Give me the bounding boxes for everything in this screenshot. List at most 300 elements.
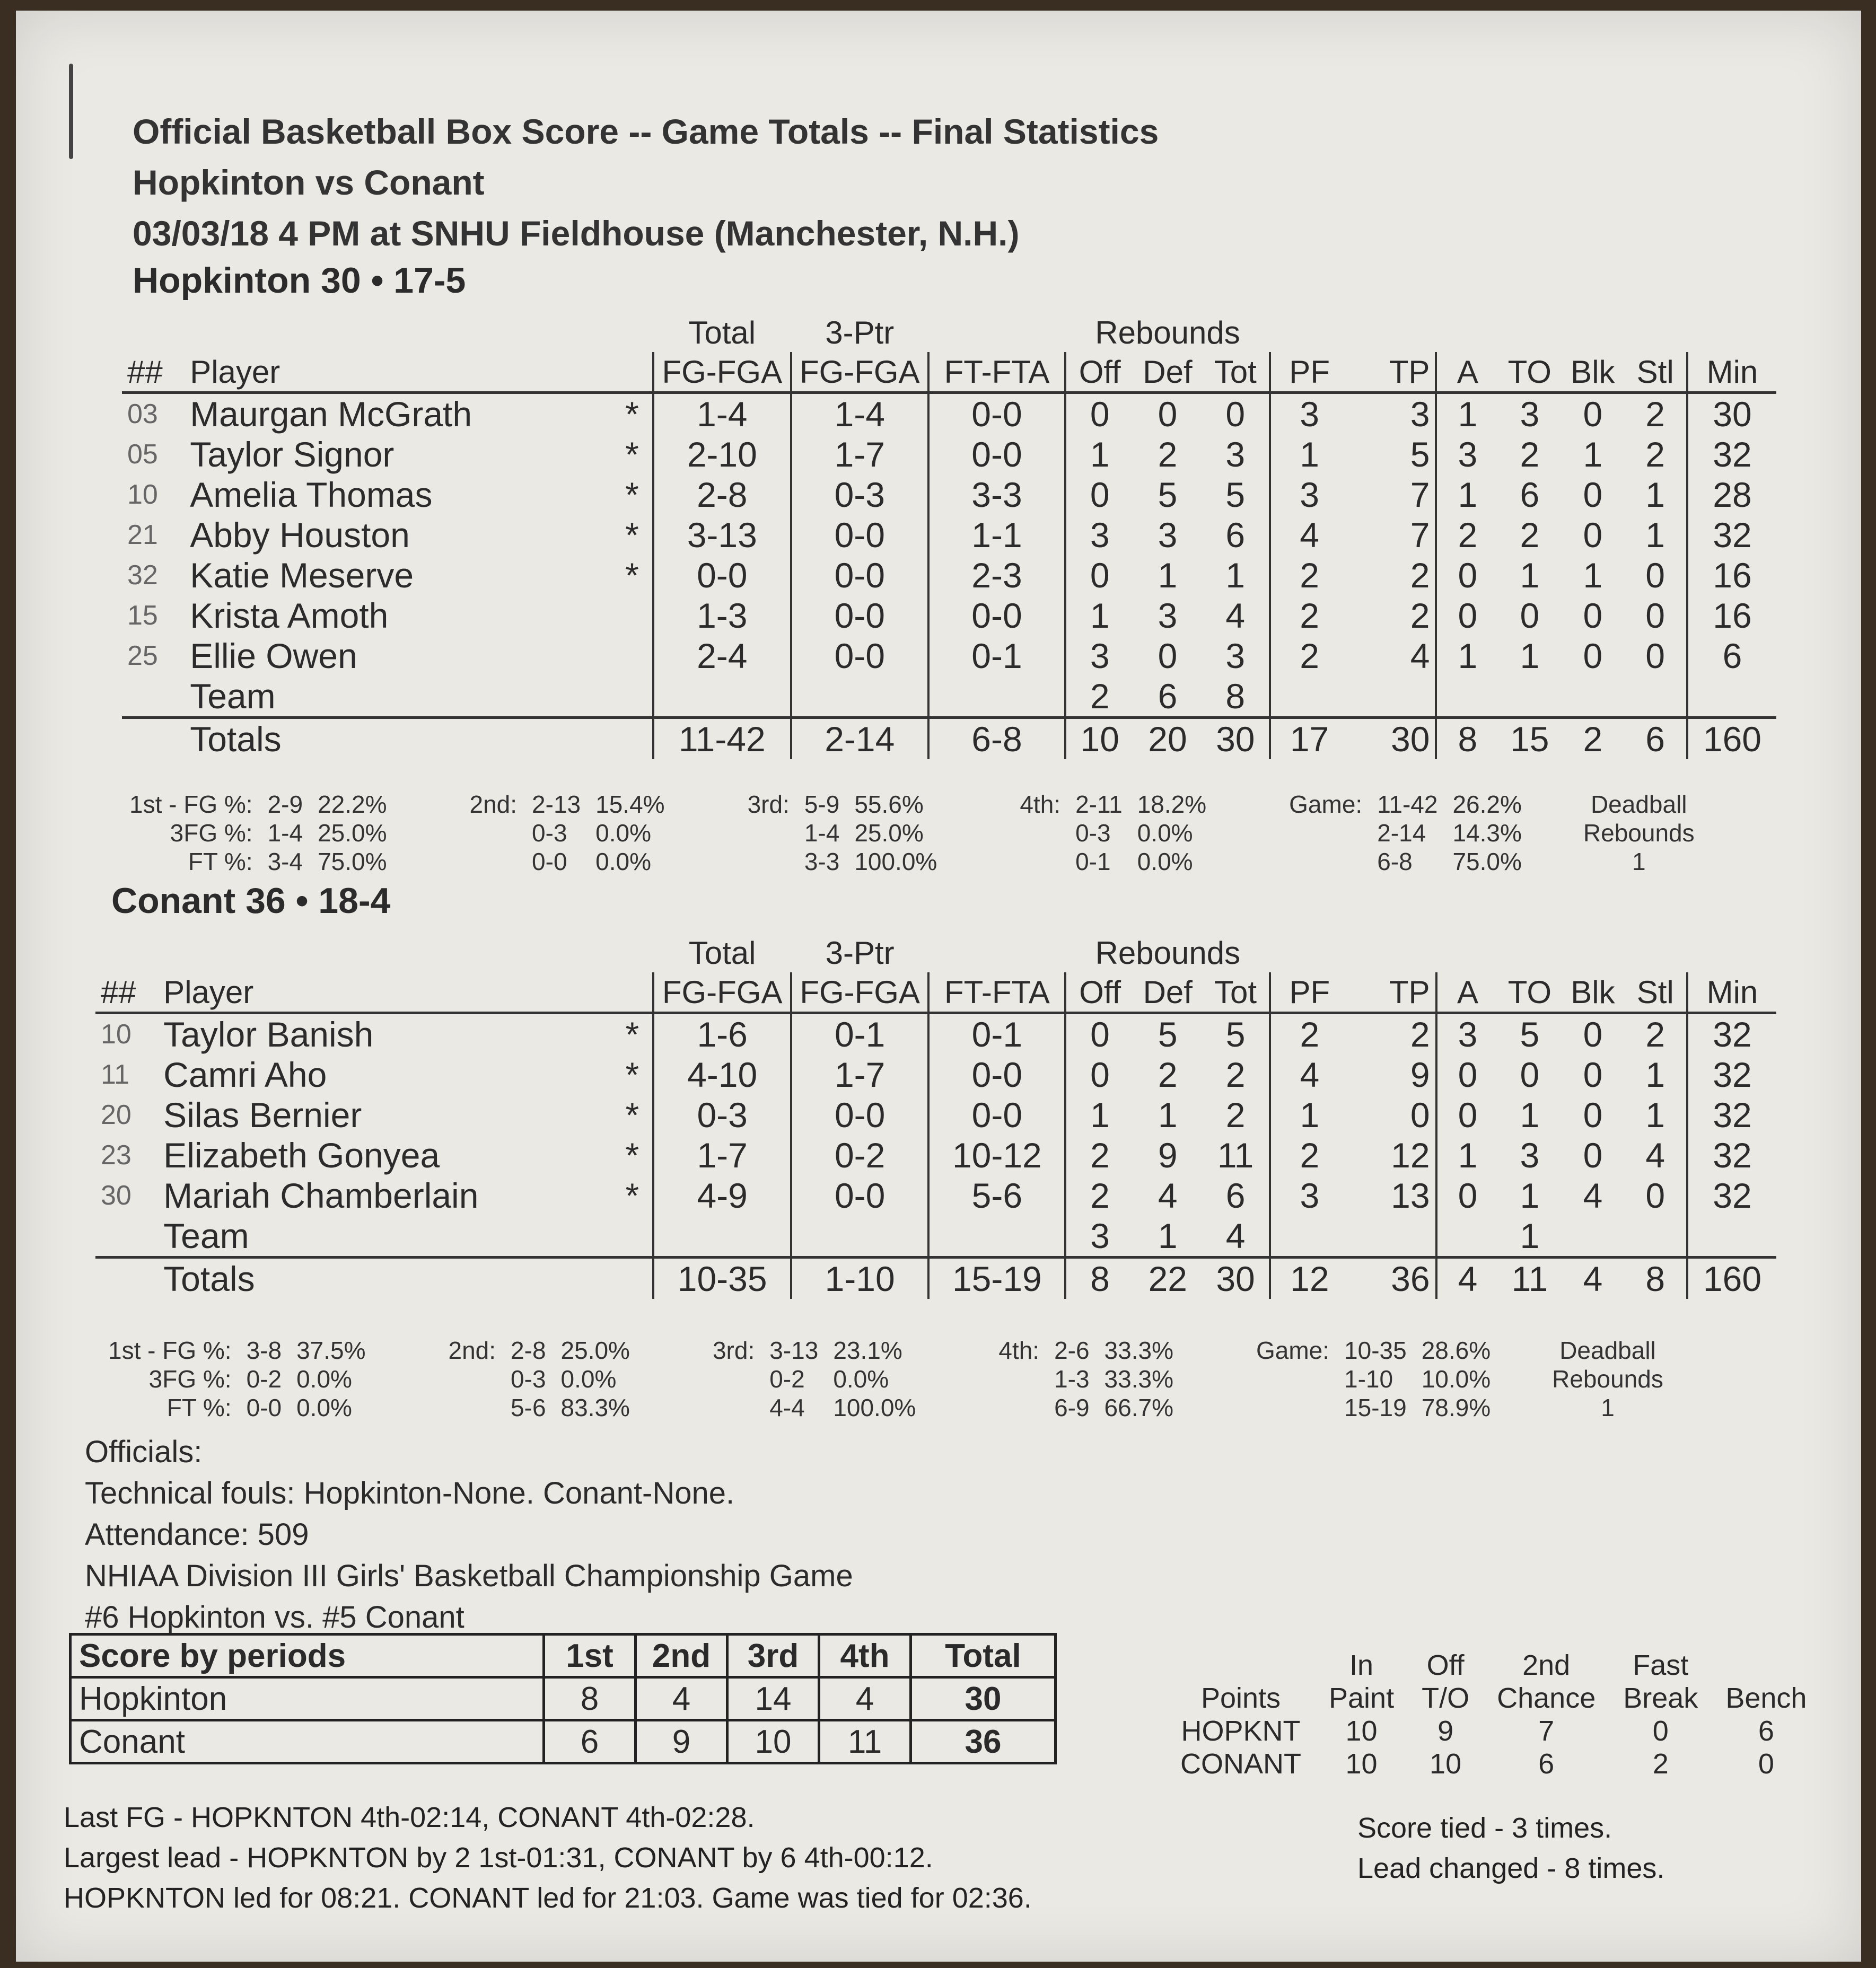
- total-a: 8: [1436, 718, 1498, 760]
- stat-ft: 0-0: [928, 434, 1065, 475]
- stat-min: 16: [1687, 555, 1776, 595]
- q4-ft-pct: 0.0%: [1137, 848, 1193, 875]
- spacer: [612, 718, 653, 760]
- stat-fg: 1-3: [653, 595, 791, 636]
- conant-box-table: [95, 933, 1776, 1299]
- team-stat-min: [1687, 1216, 1776, 1258]
- periods-total: 36: [911, 1720, 1056, 1763]
- team-row: [122, 676, 1776, 718]
- tie-summary: [1357, 1808, 1664, 1888]
- team-stat-stl: [1624, 1216, 1687, 1258]
- stat-off: 1: [1065, 434, 1133, 475]
- stat-tot: 6: [1225, 515, 1246, 555]
- stat-fg: 3-13: [653, 515, 791, 555]
- team-stat-fg3: [791, 676, 928, 718]
- pts-head: Break: [1623, 1682, 1698, 1714]
- stat-a: 0: [1436, 595, 1498, 636]
- q3-3fg-pct: 25.0%: [854, 819, 924, 847]
- q4-ft: 0-1: [1075, 848, 1111, 875]
- q4-label: 4th:: [1020, 790, 1061, 818]
- stat-def: 1: [1158, 556, 1178, 595]
- q1-ft-label: FT %:: [188, 848, 253, 875]
- pts-head: Bench: [1725, 1682, 1807, 1714]
- stat-ft: 5-6: [928, 1175, 1065, 1216]
- col-group-rebounds: Rebounds: [1095, 935, 1241, 971]
- stat-blk: 0: [1583, 636, 1603, 675]
- total-a: 4: [1436, 1258, 1498, 1299]
- stat-def: 5: [1158, 1015, 1178, 1054]
- total-off: 10: [1065, 718, 1133, 760]
- col-fg3: FG-FGA: [791, 972, 928, 1013]
- stat-a: 3: [1436, 1013, 1498, 1055]
- deadball-label: Deadball: [1559, 1337, 1656, 1364]
- stat-to: 1: [1520, 636, 1540, 675]
- jersey-number: 30: [101, 1180, 132, 1211]
- starter-mark: *: [625, 1015, 639, 1054]
- player-name: Abby Houston: [190, 515, 410, 555]
- stat-a: 1: [1436, 393, 1498, 435]
- stat-tp: 5: [1410, 435, 1430, 474]
- player-name: Taylor Signor: [190, 435, 395, 474]
- stat-off: 0: [1065, 1013, 1133, 1055]
- stat-fg3: 0-0: [791, 636, 928, 676]
- col-group-3ptr: 3-Ptr: [825, 314, 895, 350]
- stat-off: 1: [1065, 595, 1133, 636]
- col-group-total: Total: [688, 314, 756, 350]
- q1-3fg-label: 3FG %:: [170, 819, 253, 847]
- player-row: [122, 595, 1776, 636]
- total-pf: 12: [1270, 1258, 1348, 1299]
- stat-def: 0: [1158, 394, 1178, 434]
- team-stat-a: [1436, 1216, 1498, 1258]
- stat-fg: 4-10: [653, 1055, 791, 1095]
- q3-fg: 3-13: [769, 1337, 819, 1364]
- conant-quarter-stats: [101, 1336, 1671, 1422]
- spacer: [122, 718, 185, 760]
- q1-3fg: 0-2: [246, 1365, 282, 1393]
- stat-pf: 2: [1270, 555, 1348, 595]
- stat-fg3: 0-1: [791, 1013, 928, 1055]
- stat-stl: 2: [1645, 435, 1665, 474]
- team-stat-tot: 8: [1225, 676, 1246, 716]
- col-min: Min: [1687, 352, 1776, 393]
- seeds-line: #6 Hopkinton vs. #5 Conant: [85, 1600, 464, 1635]
- team-row: [95, 1216, 1776, 1258]
- q1-ft-pct: 75.0%: [318, 848, 387, 875]
- stat-fg: 4-9: [653, 1175, 791, 1216]
- col-group-total: Total: [688, 935, 756, 971]
- stat-stl: 0: [1645, 1176, 1665, 1215]
- player-row: [95, 1095, 1776, 1135]
- starter-mark: *: [625, 475, 639, 514]
- team-stat-def: 1: [1158, 1216, 1178, 1255]
- stat-stl: 0: [1645, 556, 1665, 595]
- pts-row-hopknt: [1167, 1715, 1820, 1747]
- col-pf: PF: [1270, 352, 1348, 393]
- spacer: [95, 1258, 158, 1299]
- stat-ft: 0-0: [928, 1055, 1065, 1095]
- stat-off: 0: [1065, 555, 1133, 595]
- q3-ft-pct: 100.0%: [833, 1394, 916, 1421]
- q1-3fg-pct: 25.0%: [318, 819, 387, 847]
- stat-tot: 5: [1225, 475, 1246, 514]
- team-stat-to: 1: [1520, 1216, 1540, 1255]
- stat-def: 0: [1158, 636, 1178, 675]
- q4-3fg: 1-3: [1054, 1365, 1090, 1393]
- pts-head: [1712, 1649, 1820, 1682]
- col-def: Def: [1143, 974, 1193, 1010]
- stat-tot: 3: [1225, 636, 1246, 675]
- stat-to: 6: [1520, 475, 1540, 514]
- starter-mark: [612, 595, 653, 636]
- stat-off: 0: [1065, 393, 1133, 435]
- q2-label: 2nd:: [448, 1337, 496, 1364]
- q4-ft: 6-9: [1054, 1394, 1090, 1421]
- pts-team: CONANT: [1180, 1748, 1301, 1780]
- jersey-number: 05: [127, 439, 158, 470]
- stat-def: 3: [1158, 515, 1178, 555]
- stat-min: 6: [1687, 636, 1776, 676]
- lead-summary: [64, 1797, 1032, 1918]
- jersey-number: 10: [127, 479, 158, 510]
- stat-fg: 0-0: [653, 555, 791, 595]
- team-stat-blk: [1561, 676, 1624, 718]
- player-name: Camri Aho: [163, 1055, 327, 1094]
- stat-pf: 3: [1270, 475, 1348, 515]
- periods-header-total: Total: [911, 1635, 1056, 1677]
- team-label: Team: [190, 676, 276, 716]
- stat-stl: 2: [1645, 394, 1665, 434]
- pts-row-conant: [1167, 1747, 1820, 1780]
- player-row: [95, 1175, 1776, 1216]
- q1-fg: 3-8: [246, 1337, 282, 1364]
- stat-tot: 6: [1225, 1176, 1246, 1215]
- col-player: Player: [163, 974, 254, 1010]
- team-stat-pf: [1270, 1216, 1348, 1258]
- q2-ft: 0-0: [532, 848, 567, 875]
- col-stl: Stl: [1636, 354, 1674, 390]
- col-fg: FG-FGA: [653, 972, 791, 1013]
- periods-score: 4: [636, 1677, 727, 1720]
- game-ft: 15-19: [1344, 1394, 1407, 1421]
- game-fg: 10-35: [1344, 1337, 1407, 1364]
- col-to: TO: [1507, 974, 1552, 1010]
- stat-fg3: 0-3: [791, 475, 928, 515]
- total-blk: 4: [1583, 1259, 1603, 1298]
- col-tp: TP: [1389, 354, 1430, 390]
- largest-lead-line: Largest lead - HOPKNTON by 2 1st-01:31, CONANT by 6 4th-00:12.: [64, 1842, 933, 1874]
- document-header: [133, 106, 1159, 259]
- q3-3fg: 0-2: [769, 1365, 805, 1393]
- pts-value: 7: [1538, 1715, 1555, 1747]
- totals-label: Totals: [190, 719, 282, 759]
- starter-mark: *: [625, 1176, 639, 1215]
- col-stl: Stl: [1636, 974, 1674, 1010]
- stat-tot: 5: [1225, 1015, 1246, 1054]
- stat-stl: 0: [1645, 596, 1665, 635]
- stat-blk: 1: [1583, 556, 1603, 595]
- total-stl: 8: [1645, 1259, 1665, 1298]
- q2-3fg-pct: 0.0%: [560, 1365, 617, 1393]
- player-name: Maurgan McGrath: [190, 394, 472, 434]
- col-ft: FT-FTA: [928, 352, 1065, 393]
- starter-mark: *: [625, 1055, 639, 1094]
- stat-fg3: 1-4: [791, 393, 928, 435]
- team-stat-fg: [653, 1216, 791, 1258]
- total-ft: 15-19: [928, 1258, 1065, 1299]
- player-name: Katie Meserve: [190, 556, 414, 595]
- stat-min: 32: [1687, 515, 1776, 555]
- col-tp: TP: [1389, 974, 1430, 1010]
- team-stat-to: [1498, 676, 1561, 718]
- stat-pf: 2: [1270, 595, 1348, 636]
- player-name: Taylor Banish: [163, 1015, 374, 1054]
- total-min: 160: [1687, 718, 1776, 760]
- stat-off: 3: [1065, 515, 1133, 555]
- team-stat-blk: [1561, 1216, 1624, 1258]
- jersey-number: 03: [127, 399, 158, 429]
- stat-a: 2: [1436, 515, 1498, 555]
- team-label: Team: [163, 1216, 249, 1255]
- player-row: [95, 1135, 1776, 1175]
- col-group-3ptr: 3-Ptr: [825, 935, 895, 971]
- stat-pf: 2: [1270, 1013, 1348, 1055]
- stat-ft: 10-12: [928, 1135, 1065, 1175]
- totals-label: Totals: [163, 1259, 255, 1298]
- stat-min: 32: [1687, 1175, 1776, 1216]
- header-title: Official Basketball Box Score -- Game Totals -- Final Statistics: [133, 112, 1159, 151]
- stat-off: 0: [1065, 475, 1133, 515]
- pts-team: HOPKNT: [1181, 1715, 1301, 1747]
- periods-team-name: Hopkinton: [71, 1677, 544, 1720]
- stat-def: 2: [1158, 1055, 1178, 1094]
- player-name: Mariah Chamberlain: [163, 1176, 479, 1215]
- q3-fg-pct: 23.1%: [833, 1337, 902, 1364]
- player-name: Silas Bernier: [163, 1095, 362, 1135]
- stat-blk: 0: [1583, 596, 1603, 635]
- stat-to: 3: [1520, 1136, 1540, 1175]
- event-line: NHIAA Division III Girls' Basketball Championship Game: [85, 1559, 853, 1593]
- stat-def: 3: [1158, 596, 1178, 635]
- stat-a: 1: [1436, 1135, 1498, 1175]
- deadball-rebounds-label: Rebounds: [1583, 819, 1695, 847]
- lead-changed-line: Lead changed - 8 times.: [1357, 1852, 1665, 1884]
- stat-tp: 2: [1410, 596, 1430, 635]
- jersey-number: 20: [101, 1100, 132, 1130]
- pts-value: 10: [1430, 1748, 1462, 1780]
- stat-tp: 2: [1410, 1015, 1430, 1054]
- player-row: [122, 434, 1776, 475]
- periods-score: 11: [819, 1720, 911, 1763]
- stat-min: 32: [1687, 1135, 1776, 1175]
- totals-row: [122, 718, 1776, 760]
- stat-tp: 3: [1410, 394, 1430, 434]
- stat-a: 0: [1436, 1175, 1498, 1216]
- stat-blk: 0: [1583, 1095, 1603, 1135]
- q1-ft-pct: 0.0%: [296, 1394, 352, 1421]
- stat-pf: 3: [1270, 1175, 1348, 1216]
- q1-3fg: 1-4: [267, 819, 303, 847]
- q3-fg: 5-9: [804, 790, 840, 818]
- stat-blk: 0: [1583, 1055, 1603, 1094]
- player-name: Amelia Thomas: [190, 475, 433, 514]
- stat-fg: 0-3: [653, 1095, 791, 1135]
- stat-tot: 4: [1225, 596, 1246, 635]
- periods-row-conant: [71, 1720, 1056, 1763]
- stat-tp: 9: [1410, 1055, 1430, 1094]
- stat-a: 0: [1436, 1095, 1498, 1135]
- stat-def: 1: [1158, 1095, 1178, 1135]
- player-row: [95, 1013, 1776, 1055]
- q2-fg-pct: 15.4%: [595, 790, 665, 818]
- total-tot: 30: [1216, 719, 1255, 759]
- game-fg-pct: 28.6%: [1421, 1337, 1491, 1364]
- q2-3fg-pct: 0.0%: [595, 819, 651, 847]
- game-ft-pct: 78.9%: [1421, 1394, 1491, 1421]
- officials-line: Officials:: [85, 1435, 203, 1469]
- stat-tp: 0: [1410, 1095, 1430, 1135]
- stat-to: 1: [1520, 556, 1540, 595]
- stat-a: 0: [1436, 555, 1498, 595]
- q3-label: 3rd:: [712, 1337, 755, 1364]
- team-stat-fg: [653, 676, 791, 718]
- q4-fg-pct: 33.3%: [1104, 1337, 1173, 1364]
- col-a: A: [1436, 972, 1498, 1013]
- stat-off: 2: [1065, 1175, 1133, 1216]
- hopkinton-quarter-stats: [122, 790, 1702, 876]
- stat-stl: 1: [1645, 515, 1665, 555]
- stat-off: 0: [1065, 1055, 1133, 1095]
- stat-tp: 13: [1391, 1176, 1430, 1215]
- stat-to: 1: [1520, 1176, 1540, 1215]
- q2-label: 2nd:: [469, 790, 518, 818]
- stat-off: 3: [1065, 636, 1133, 676]
- stat-ft: 0-0: [928, 595, 1065, 636]
- pts-head: [1167, 1649, 1315, 1682]
- game-3fg-pct: 10.0%: [1421, 1365, 1491, 1393]
- jersey-number: 10: [101, 1019, 132, 1050]
- stat-to: 3: [1520, 394, 1540, 434]
- q1-ft: 0-0: [246, 1394, 282, 1421]
- stat-a: 3: [1436, 434, 1498, 475]
- stat-min: 32: [1687, 434, 1776, 475]
- game-3fg-pct: 14.3%: [1452, 819, 1522, 847]
- q1-fg-pct: 22.2%: [318, 790, 387, 818]
- pts-head: Chance: [1497, 1682, 1596, 1714]
- periods-total: 30: [911, 1677, 1056, 1720]
- pts-head: Points: [1200, 1682, 1281, 1714]
- periods-score: 4: [819, 1677, 911, 1720]
- q2-ft-pct: 0.0%: [595, 848, 651, 875]
- stat-min: 28: [1687, 475, 1776, 515]
- stat-pf: 2: [1270, 636, 1348, 676]
- game-3fg: 2-14: [1377, 819, 1426, 847]
- stat-tp: 12: [1391, 1136, 1430, 1175]
- stat-fg: 1-6: [653, 1013, 791, 1055]
- q3-3fg: 1-4: [804, 819, 840, 847]
- q4-fg: 2-11: [1075, 790, 1123, 818]
- q1-label: 1st - FG %:: [108, 1337, 232, 1364]
- starter-mark: *: [625, 515, 639, 555]
- stat-fg3: 1-7: [791, 1055, 928, 1095]
- stat-fg: 2-4: [653, 636, 791, 676]
- q3-ft-pct: 100.0%: [854, 848, 937, 875]
- stat-to: 2: [1520, 435, 1540, 474]
- team-stat-def: 6: [1158, 676, 1178, 716]
- periods-score: 9: [636, 1720, 727, 1763]
- player-row: [122, 555, 1776, 595]
- deadball-rebounds-label: Rebounds: [1552, 1365, 1663, 1393]
- q2-fg: 2-8: [511, 1337, 546, 1364]
- periods-score: 8: [544, 1677, 636, 1720]
- stat-fg: 1-7: [653, 1135, 791, 1175]
- stat-fg: 1-4: [653, 393, 791, 435]
- starter-mark: *: [625, 435, 639, 474]
- stat-fg3: 0-0: [791, 595, 928, 636]
- spacer: [612, 676, 653, 718]
- col-off: Off: [1065, 352, 1133, 393]
- col-group-rebounds: Rebounds: [1095, 314, 1240, 350]
- col-fg: FG-FGA: [653, 352, 791, 393]
- periods-header-4th: 4th: [819, 1635, 911, 1677]
- stat-stl: 1: [1645, 475, 1665, 514]
- col-a: A: [1436, 352, 1498, 393]
- pts-value: 0: [1652, 1715, 1669, 1747]
- stat-tot: 2: [1225, 1095, 1246, 1135]
- pts-value: 6: [1758, 1715, 1774, 1747]
- q3-3fg-pct: 0.0%: [833, 1365, 889, 1393]
- stat-blk: 4: [1583, 1176, 1603, 1215]
- stat-off: 2: [1065, 1135, 1133, 1175]
- jersey-number: 21: [127, 520, 158, 550]
- col-blk: Blk: [1571, 354, 1615, 390]
- stat-tp: 7: [1410, 475, 1430, 514]
- total-tot: 30: [1216, 1259, 1255, 1298]
- total-tp: 36: [1391, 1259, 1430, 1298]
- stat-stl: 4: [1645, 1136, 1665, 1175]
- total-fg: 10-35: [653, 1258, 791, 1299]
- periods-header-label: Score by periods: [71, 1635, 544, 1677]
- game-ft: 6-8: [1377, 848, 1413, 875]
- game-label: Game:: [1289, 790, 1363, 818]
- q1-ft-label: FT %:: [166, 1394, 232, 1421]
- col-def: Def: [1143, 354, 1193, 390]
- stat-tp: 4: [1410, 636, 1430, 675]
- deadball-label: Deadball: [1590, 790, 1687, 818]
- pts-value: 10: [1345, 1748, 1378, 1780]
- deadball-count: 1: [1601, 1394, 1615, 1421]
- game-3fg: 1-10: [1344, 1365, 1393, 1393]
- q4-3fg-pct: 0.0%: [1137, 819, 1193, 847]
- col-player: Player: [190, 354, 280, 390]
- q1-3fg-pct: 0.0%: [296, 1365, 352, 1393]
- team-stat-stl: [1624, 676, 1687, 718]
- stat-blk: 0: [1583, 1015, 1603, 1054]
- game-fg-pct: 26.2%: [1452, 790, 1522, 818]
- pts-value: 10: [1345, 1715, 1378, 1747]
- player-row: [95, 1055, 1776, 1095]
- points-breakdown-table: [1167, 1649, 1820, 1780]
- stat-to: 5: [1520, 1015, 1540, 1054]
- player-row: [122, 393, 1776, 435]
- stat-to: 1: [1520, 1095, 1540, 1135]
- col-min: Min: [1687, 972, 1776, 1013]
- stat-stl: 0: [1645, 636, 1665, 675]
- col-off: Off: [1065, 972, 1133, 1013]
- stat-min: 16: [1687, 595, 1776, 636]
- periods-score: 10: [727, 1720, 819, 1763]
- stat-to: 0: [1520, 596, 1540, 635]
